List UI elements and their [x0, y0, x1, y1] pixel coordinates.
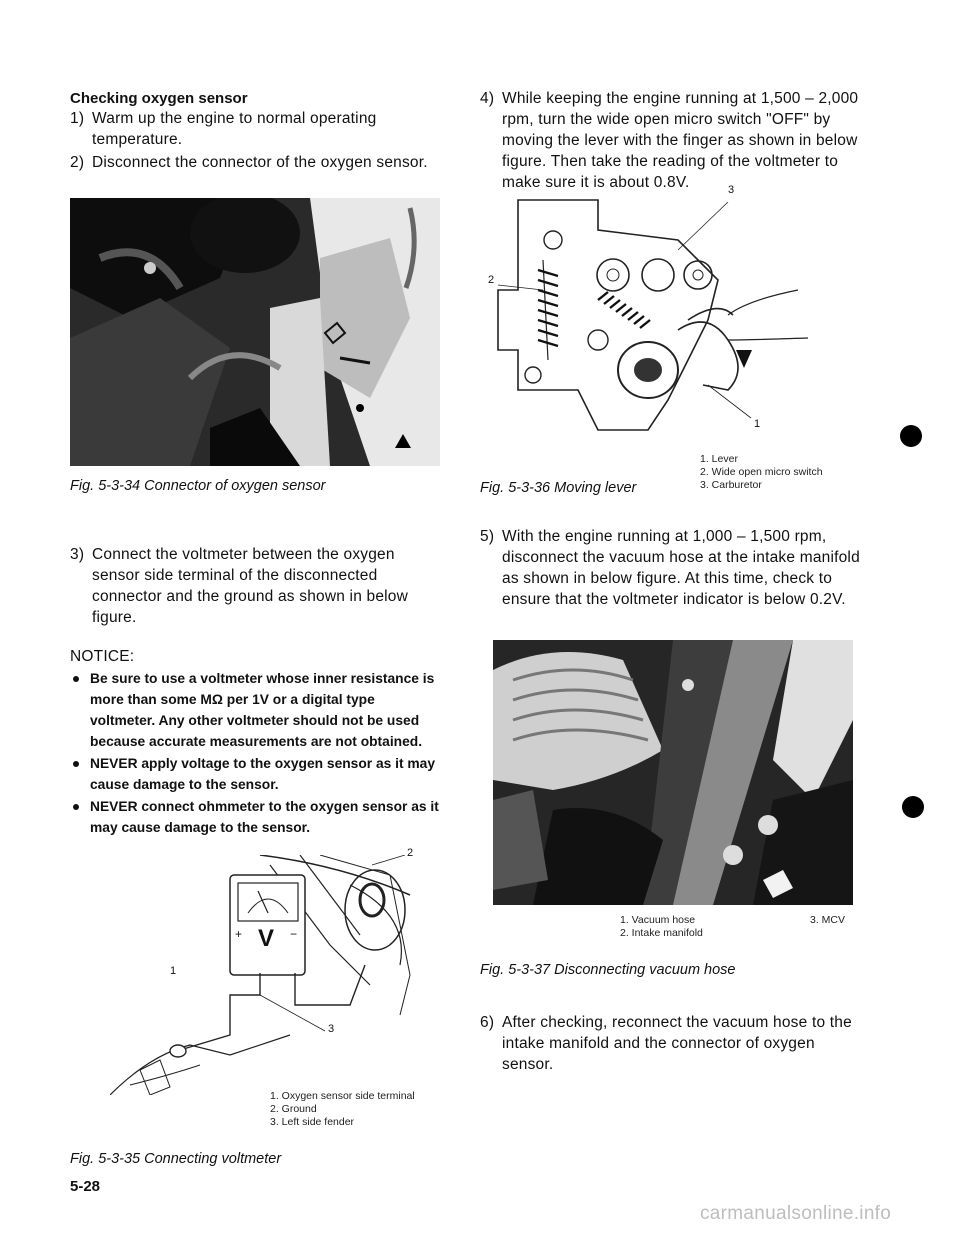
- step-number: 5): [480, 528, 495, 545]
- watermark: carmanualsonline.info: [700, 1203, 892, 1224]
- notice-list: [68, 668, 440, 839]
- plus-terminal-label: +: [235, 927, 243, 941]
- figure-caption: Fig. 5-3-34 Connector of oxygen sensor: [70, 478, 326, 494]
- callout-2: 2: [488, 274, 495, 286]
- oxygen-sensor-connector-photo: [70, 198, 440, 466]
- step-6: [480, 1012, 862, 1075]
- legend-item: 1. Lever: [700, 453, 738, 465]
- engine-bay-illustration: [493, 640, 853, 905]
- binder-hole-mark: [900, 425, 922, 447]
- legend-item: 3. Carburetor: [700, 479, 762, 491]
- figure-caption: Fig. 5-3-35 Connecting voltmeter: [70, 1151, 282, 1167]
- legend-item: 1. Oxygen sensor side terminal: [270, 1090, 415, 1102]
- figure-legend: [270, 1090, 415, 1129]
- legend-item: 2. Intake manifold: [620, 927, 703, 939]
- page-number: 5-28: [70, 1178, 101, 1195]
- figure-caption: Fig. 5-3-37 Disconnecting vacuum hose: [480, 962, 736, 978]
- notice-item: Be sure to use a voltmeter whose inner resistance is more than some MΩ per 1V or a digital type voltmeter. Any other voltmeter should not be used because accurate measurements are not obtained.: [68, 668, 440, 752]
- engine-photo-illustration: [70, 198, 440, 466]
- step-2: [70, 152, 438, 173]
- legend-item: 3. MCV: [810, 914, 846, 926]
- step-number: 4): [480, 90, 495, 107]
- step-text: Disconnect the connector of the oxygen sensor.: [92, 154, 428, 171]
- notice-item: NEVER connect ohmmeter to the oxygen sensor as it may cause damage to the sensor.: [68, 796, 440, 838]
- step-3: [70, 544, 438, 628]
- figure-legend: [620, 914, 860, 940]
- notice-item: NEVER apply voltage to the oxygen sensor as it may cause damage to the sensor.: [68, 753, 440, 795]
- step-text: With the engine running at 1,000 – 1,500 rpm, disconnect the vacuum hose at the intake manifold as shown in below figure. At this time, check to ensure that the voltmeter indicator is below 0.2V.: [502, 528, 860, 608]
- legend-item: 1. Vacuum hose: [620, 914, 696, 926]
- step-text: Connect the voltmeter between the oxygen sensor side terminal of the disconnected connector and the ground as shown in below figure.: [92, 546, 409, 626]
- callout-1: 1: [170, 965, 177, 977]
- voltmeter-diagram: [110, 847, 450, 1095]
- step-text: Warm up the engine to normal operating temperature.: [92, 110, 377, 148]
- callout-3: 3: [728, 184, 735, 196]
- callout-1: 1: [754, 418, 761, 430]
- binder-hole-mark: [902, 796, 924, 818]
- figure-caption: Fig. 5-3-36 Moving lever: [480, 480, 637, 496]
- section-heading: Checking oxygen sensor: [70, 90, 248, 107]
- vacuum-hose-photo: [493, 640, 853, 905]
- legend-item: 2. Wide open micro switch: [700, 466, 823, 478]
- callout-2: 2: [407, 847, 414, 859]
- step-number: 3): [70, 546, 85, 563]
- callout-3: 3: [328, 1023, 335, 1035]
- legend-item: 2. Ground: [270, 1103, 317, 1115]
- step-number: 2): [70, 154, 85, 171]
- notice-title: NOTICE:: [70, 648, 135, 665]
- step-5: [480, 526, 862, 610]
- step-text: After checking, reconnect the vacuum hose to the intake manifold and the connector of oxygen sensor.: [502, 1014, 852, 1073]
- step-number: 1): [70, 110, 85, 127]
- meter-label: V: [258, 925, 275, 952]
- moving-lever-diagram: [488, 184, 818, 440]
- legend-item: 3. Left side fender: [270, 1116, 355, 1128]
- minus-terminal-label: −: [290, 927, 298, 941]
- figure-legend: [700, 453, 823, 492]
- step-text: While keeping the engine running at 1,500 – 2,000 rpm, turn the wide open micro switch "OFF" by moving the lever with the finger as shown in below figure. Then take the reading of the voltmeter to make sure it is about 0.8V.: [502, 90, 859, 191]
- step-4: [480, 88, 862, 193]
- step-1: [70, 108, 438, 150]
- step-number: 6): [480, 1014, 495, 1031]
